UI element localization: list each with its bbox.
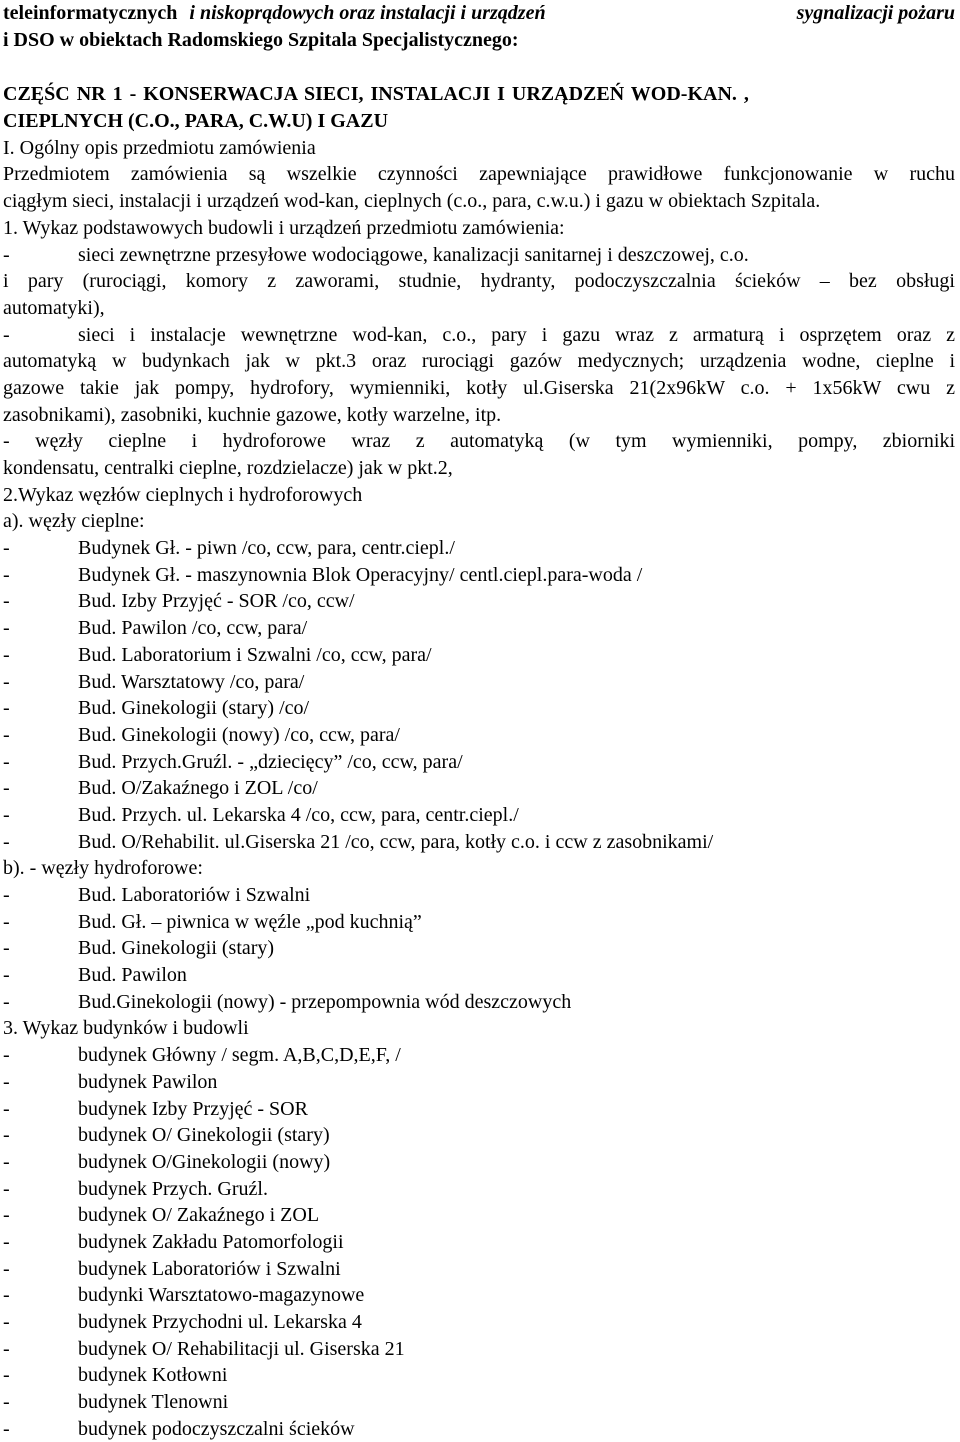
heat-node-item <box>3 535 955 562</box>
building-item-text: budynki Warsztatowo-magazynowe <box>78 1284 365 1307</box>
heat-node-item <box>3 802 955 829</box>
list-item: - węzły cieplne i hydroforowe wraz z automatyką (w tym wymienniki, pompy, zbiorniki <box>3 430 955 453</box>
heat-node-item-text: Bud. O/Zakaźnego i ZOL /co/ <box>78 777 318 800</box>
heat-node-item <box>3 562 955 589</box>
header-line-2: i DSO w obiektach Radomskiego Szpitala Specjalistycznego: <box>3 28 519 51</box>
building-item <box>3 1069 955 1096</box>
list-dash: - <box>3 1257 10 1280</box>
heat-node-item-text: Budynek Gł. - maszynownia Blok Operacyjny/ centl.ciepl.para-woda / <box>78 563 643 586</box>
list-dash: - <box>3 1177 10 1200</box>
heat-node-item <box>3 642 955 669</box>
building-item-text: budynek O/ Zakaźnego i ZOL <box>78 1204 320 1227</box>
document-page <box>3 0 955 1442</box>
building-item-text: budynek Przych. Gruźl. <box>78 1177 268 1200</box>
building-item-text: budynek O/Ginekologii (nowy) <box>78 1150 331 1173</box>
building-item <box>3 1096 955 1123</box>
building-item <box>3 1389 955 1416</box>
list-dash: - <box>3 990 10 1013</box>
building-item <box>3 1122 955 1149</box>
list-dash: - <box>3 1097 10 1120</box>
list-dash: - <box>3 1364 10 1387</box>
list-dash: - <box>3 617 10 640</box>
building-item <box>3 1229 955 1256</box>
heat-node-item <box>3 722 955 749</box>
list-dash: - <box>3 1044 10 1067</box>
paragraph-line: Przedmiotem zamówienia są wszelkie czynności zapewniające prawidłowe funkcjonowanie w ruchu <box>3 163 955 186</box>
building-item <box>3 1336 955 1363</box>
list-dash: - <box>3 1204 10 1227</box>
list-dash: - <box>3 1417 10 1440</box>
building-item-text: budynek Tlenowni <box>78 1391 229 1414</box>
list-dash: - <box>3 670 10 693</box>
heat-node-item <box>3 588 955 615</box>
building-item <box>3 1176 955 1203</box>
header-text: teleinformatycznych <box>3 2 178 24</box>
section-heading: 2.Wykaz węzłów cieplnych i hydroforowych <box>3 483 363 506</box>
list-dash: - <box>3 1391 10 1414</box>
heat-node-item-text: Bud. Warsztatowy /co, para/ <box>78 670 305 693</box>
hydro-node-item-text: Bud. Laboratoriów i Szwalni <box>78 884 311 906</box>
building-item-text: budynek O/ Rehabilitacji ul. Giserska 21 <box>78 1337 405 1360</box>
building-item-text: budynek Kotłowni <box>78 1364 228 1387</box>
heat-node-item-text: Bud. Przych.Gruźl. - „dziecięcy” /co, ccw, para/ <box>78 750 463 773</box>
list-heading: 1. Wykaz podstawowych budowli i urządzeń przedmiotu zamówienia: <box>3 216 565 239</box>
building-item-text: budynek podoczyszczalni ścieków <box>78 1417 355 1440</box>
list-dash: - <box>3 964 10 987</box>
section-heading: I. Ogólny opis przedmiotu zamówienia <box>3 136 316 159</box>
heat-node-list <box>3 535 955 855</box>
list-dash: - <box>3 830 10 853</box>
heat-node-item <box>3 749 955 776</box>
paragraph-line: i pary (rurociągi, komory z zaworami, studnie, hydranty, podoczyszczalnia ścieków – bez obsługi <box>3 270 955 293</box>
list-dash: - <box>3 884 10 906</box>
part-title-line-1: CZĘŚC NR 1 - KONSERWACJA SIECI, INSTALACJI I URZĄDZEŃ WOD-KAN. , <box>3 83 749 106</box>
building-item <box>3 1282 955 1309</box>
building-item-text: budynek Izby Przyjęć - SOR <box>78 1097 308 1120</box>
list-dash: - <box>3 1124 10 1147</box>
hydro-node-list <box>3 882 955 1015</box>
list-dash: - <box>3 750 10 773</box>
heat-node-item <box>3 775 955 802</box>
hydro-node-item <box>3 909 955 936</box>
building-item-text: budynek Pawilon <box>78 1070 218 1093</box>
building-item <box>3 1256 955 1283</box>
building-item <box>3 1042 955 1069</box>
list-dash: - <box>3 1230 10 1253</box>
list-dash: - <box>3 910 10 933</box>
building-item-text: budynek O/ Ginekologii (stary) <box>78 1124 330 1147</box>
list-dash: - <box>3 537 10 560</box>
list-dash: - <box>3 1337 10 1360</box>
sub-heading: a). węzły cieplne: <box>3 510 145 533</box>
hydro-node-item-text: Bud. Pawilon <box>78 964 187 987</box>
building-item-text: budynek Przychodni ul. Lekarska 4 <box>78 1311 362 1333</box>
list-dash: - <box>3 1070 10 1093</box>
sub-heading: b). - węzły hydroforowe: <box>3 857 203 880</box>
list-dash: - <box>3 1150 10 1173</box>
heat-node-item-text: Bud. Pawilon /co, ccw, para/ <box>78 617 308 640</box>
hydro-node-item-text: Bud. Gł. – piwnica w węźle „pod kuchnią” <box>78 910 422 933</box>
section-heading: 3. Wykaz budynków i budowli <box>3 1017 249 1040</box>
heat-node-item-text: Bud. Ginekologii (nowy) /co, ccw, para/ <box>78 723 400 746</box>
heat-node-item <box>3 615 955 642</box>
list-dash: - <box>3 697 10 720</box>
list-item: - sieci i instalacje wewnętrzne wod-kan, c.o., pary i gazu wraz z armaturą i osprzętem oraz z <box>3 323 955 346</box>
building-item <box>3 1202 955 1229</box>
header-text-italic: i niskoprądowych oraz instalacji i urządzeń <box>189 2 546 24</box>
list-dash: - <box>3 563 10 586</box>
building-item <box>3 1416 955 1442</box>
list-dash: - <box>3 723 10 746</box>
heat-node-item-text: Bud. Izby Przyjęć - SOR /co, ccw/ <box>78 590 355 613</box>
hydro-node-item-text: Bud. Ginekologii (stary) <box>78 937 275 960</box>
heat-node-item-text: Bud. O/Rehabilit. ul.Giserska 21 /co, ccw, para, kotły c.o. i ccw z zasobnikami/ <box>78 830 714 853</box>
list-dash: - <box>3 643 10 666</box>
list-dash: - <box>3 1284 10 1307</box>
heat-node-item-text: Bud. Przych. ul. Lekarska 4 /co, ccw, para, centr.ciepl./ <box>78 803 519 826</box>
heat-node-item <box>3 669 955 696</box>
paragraph-line: kondensatu, centralki cieplne, rozdzielacze) jak w pkt.2, <box>3 457 453 479</box>
paragraph-line: automatyki), <box>3 296 105 319</box>
building-item <box>3 1362 955 1389</box>
paragraph-line: gazowe takie jak pompy, hydrofory, wymienniki, kotły ul.Giserska 21(2x96kW c.o. + 1x56kW cwu z <box>3 376 955 399</box>
hydro-node-item <box>3 962 955 989</box>
building-list <box>3 1042 955 1442</box>
list-dash: - <box>3 937 10 960</box>
list-dash: - <box>3 803 10 826</box>
paragraph-line: zasobnikami), zasobniki, kuchnie gazowe, kotły warzelne, itp. <box>3 403 502 426</box>
list-dash: - <box>3 777 10 800</box>
building-item <box>3 1309 955 1336</box>
building-item-text: budynek Główny / segm. A,B,C,D,E,F, / <box>78 1044 401 1067</box>
heat-node-item <box>3 695 955 722</box>
header-text-italic: sygnalizacji pożaru <box>796 2 955 24</box>
list-item: - sieci zewnętrzne przesyłowe wodociągowe, kanalizacji sanitarnej i deszczowej, c.o. <box>3 243 749 266</box>
paragraph-line: ciągłym sieci, instalacji i urządzeń wod-kan, cieplnych (c.o., para, c.w.u.) i gazu w obiektach Szpitala. <box>3 190 821 213</box>
hydro-node-item <box>3 989 955 1016</box>
heat-node-item-text: Bud. Ginekologii (stary) /co/ <box>78 697 310 720</box>
list-dash: - <box>3 1311 10 1333</box>
building-item-text: budynek Zakładu Patomorfologii <box>78 1230 344 1253</box>
heat-node-item-text: Budynek Gł. - piwn /co, ccw, para, centr.ciepl./ <box>78 537 455 560</box>
heat-node-item-text: Bud. Laboratorium i Szwalni /co, ccw, para/ <box>78 643 432 666</box>
building-item <box>3 1149 955 1176</box>
hydro-node-item-text: Bud.Ginekologii (nowy) - przepompownia wód deszczowych <box>78 990 572 1013</box>
hydro-node-item <box>3 935 955 962</box>
paragraph-line: automatyką w budynkach jak w pkt.3 oraz rurociągi gazów medycznych; urządzenia wodne, cieplne i <box>3 350 955 373</box>
heat-node-item <box>3 829 955 856</box>
building-item-text: budynek Laboratoriów i Szwalni <box>78 1257 341 1280</box>
hydro-node-item <box>3 882 955 909</box>
spacer <box>3 53 955 81</box>
header-line-1 <box>3 0 955 27</box>
list-dash: - <box>3 590 10 613</box>
part-title-line-2: CIEPLNYCH (C.O., PARA, C.W.U) I GAZU <box>3 110 389 133</box>
